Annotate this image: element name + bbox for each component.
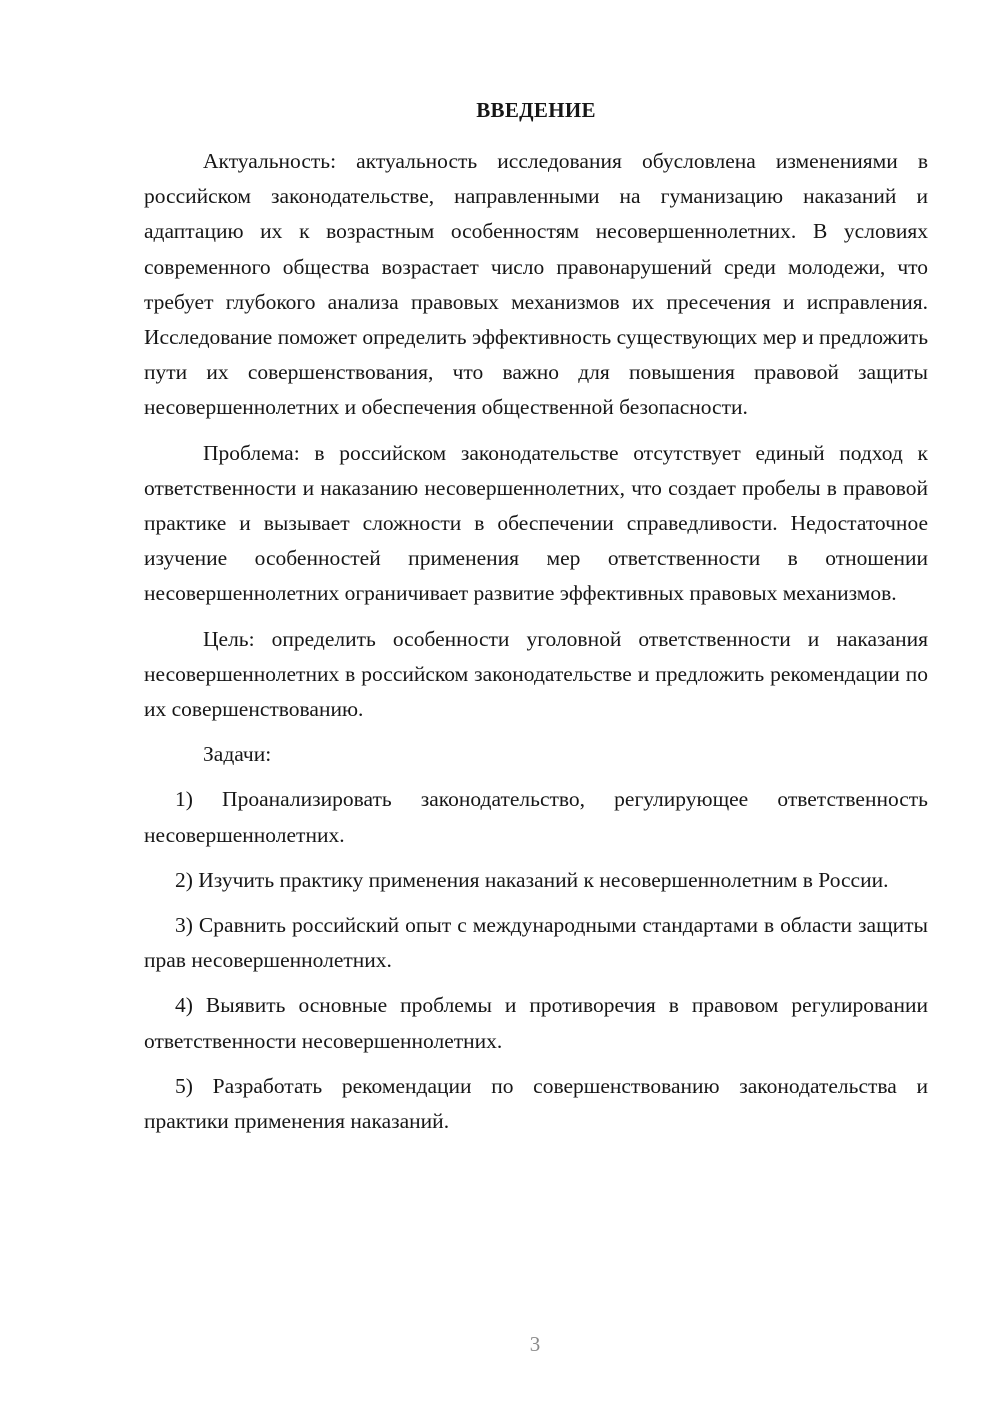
paragraph-goal: Цель: определить особенности уголовной ответственности и наказания несовершеннолетних в российском законодательстве и предложить рекомендации по их совершенствованию. [144,626,928,722]
task-item: 2) Изучить практику применения наказаний к несовершеннолетним в России. [175,867,889,892]
document-page [144,94,928,1149]
tasks-heading: Задачи: [203,742,272,767]
paragraph-relevance: Актуальность: актуальность исследования обусловлена изменениями в российском законодательстве, направленными на гуманизацию наказаний и адаптацию их к возрастным особенностям несовершеннолетних. В условиях современного общества возрастает число правонарушений среди молодежи, что требует глубокого анализа правовых механизмов их пресечения и исправления. Исследование поможет определить эффективность существующих мер и предложить пути их совершенствования, что важно для повышения правовой защиты несовершеннолетних и обеспечения общественной безопасности. [144,149,928,420]
document-title: ВВЕДЕНИЕ [476,98,596,122]
task-item: 5) Разработать рекомендации по совершенствованию законодательства и практики применения наказаний. [144,1073,928,1134]
paragraph-problem: Проблема: в российском законодательстве отсутствует единый подход к ответственности и наказанию несовершеннолетних, что создает пробелы в правовой практике и вызывает сложности в обеспечении справедливости. Недостаточное изучение особенностей применения мер ответственности в отношении несовершеннолетних ограничивает развитие эффективных правовых механизмов. [144,440,928,606]
task-item: 3) Сравнить российский опыт с международными стандартами в области защиты прав несовершеннолетних. [144,913,928,973]
task-item: 1) Проанализировать законодательство, регулирующее ответственность несовершеннолетних. [144,787,928,847]
task-item: 4) Выявить основные проблемы и противоречия в правовом регулировании ответственности несовершеннолетних. [144,993,928,1053]
page-number: 3 [529,1332,541,1356]
